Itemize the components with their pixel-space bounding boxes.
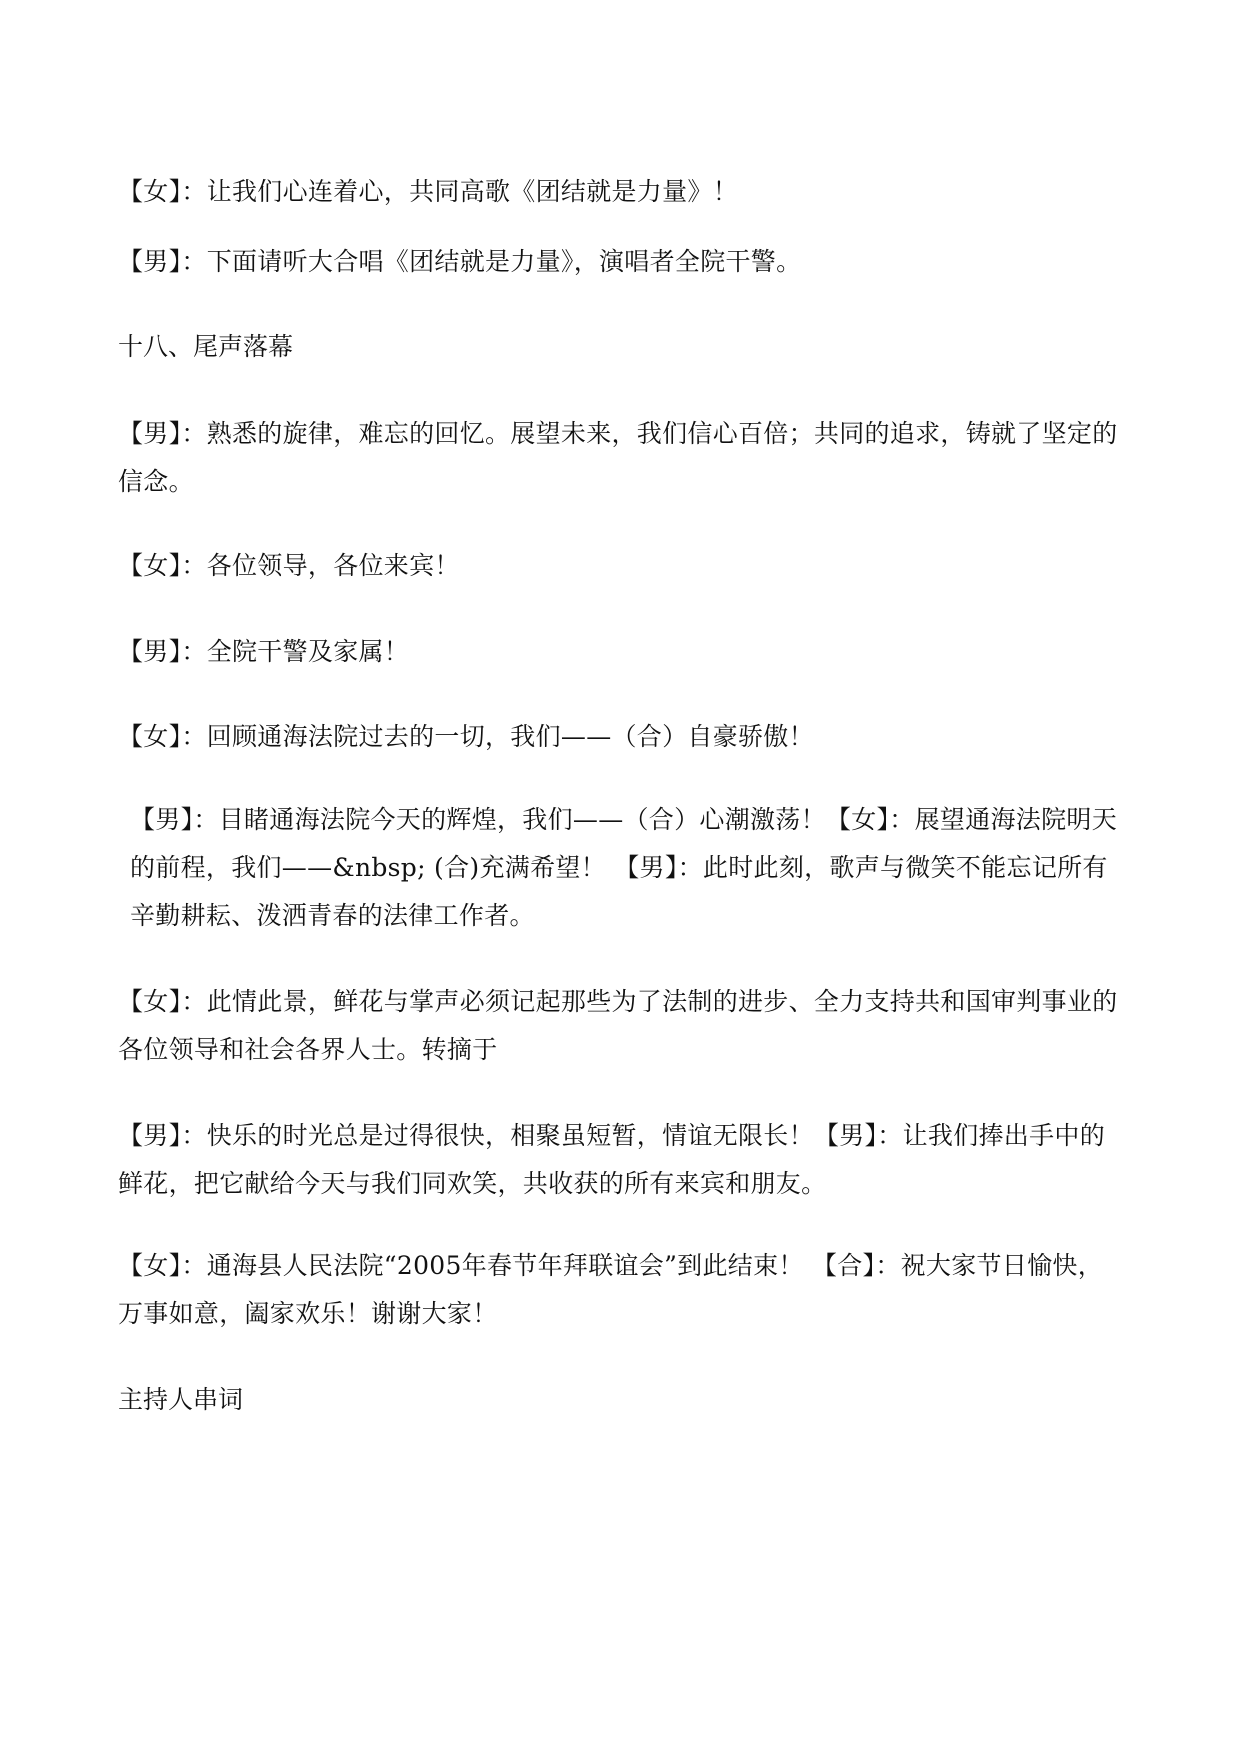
paragraph-4: 【女】：各位领导，各位来宾！ [118, 551, 460, 580]
paragraph-3: 【男】：熟悉的旋律，难忘的回忆。展望未来，我们信心百倍；共同的追求，铸就了坚定的信念。 [118, 419, 1118, 496]
paragraph-8: 【女】：此情此景，鲜花与掌声必须记起那些为了法制的进步、全力支持共和国审判事业的各位领导和社会各界人士。转摘于 [118, 987, 1118, 1064]
paragraph-5: 【男】：全院干警及家属！ [118, 637, 410, 666]
paragraph-10: 【女】：通海县人民法院“2005年春节年拜联谊会”到此结束！ 【合】：祝大家节日愉快，万事如意，阖家欢乐！谢谢大家！ [118, 1251, 1104, 1328]
paragraph-7: 【男】：目睹通海法院今天的辉煌，我们——（合）心潮激荡！【女】：展望通海法院明天的前程，我们——&nbsp; (合)充满希望！ 【男】：此时此刻，歌声与微笑不能忘记所有辛勤耕耘、泼洒青春的法律工作者。 [130, 805, 1118, 930]
closing-heading: 主持人串词 [118, 1385, 244, 1414]
paragraph-1: 【女】：让我们心连着心，共同高歌《团结就是力量》！ [118, 177, 739, 206]
paragraph-6: 【女】：回顾通海法院过去的一切，我们——（合）自豪骄傲！ [118, 722, 814, 751]
section-heading: 十八、尾声落幕 [118, 332, 294, 361]
paragraph-9: 【男】：快乐的时光总是过得很快，相聚虽短暂，情谊无限长！【男】：让我们捧出手中的鲜花，把它献给今天与我们同欢笑，共收获的所有来宾和朋友。 [118, 1121, 1106, 1198]
paragraph-2: 【男】：下面请听大合唱《团结就是力量》，演唱者全院干警。 [118, 247, 802, 276]
